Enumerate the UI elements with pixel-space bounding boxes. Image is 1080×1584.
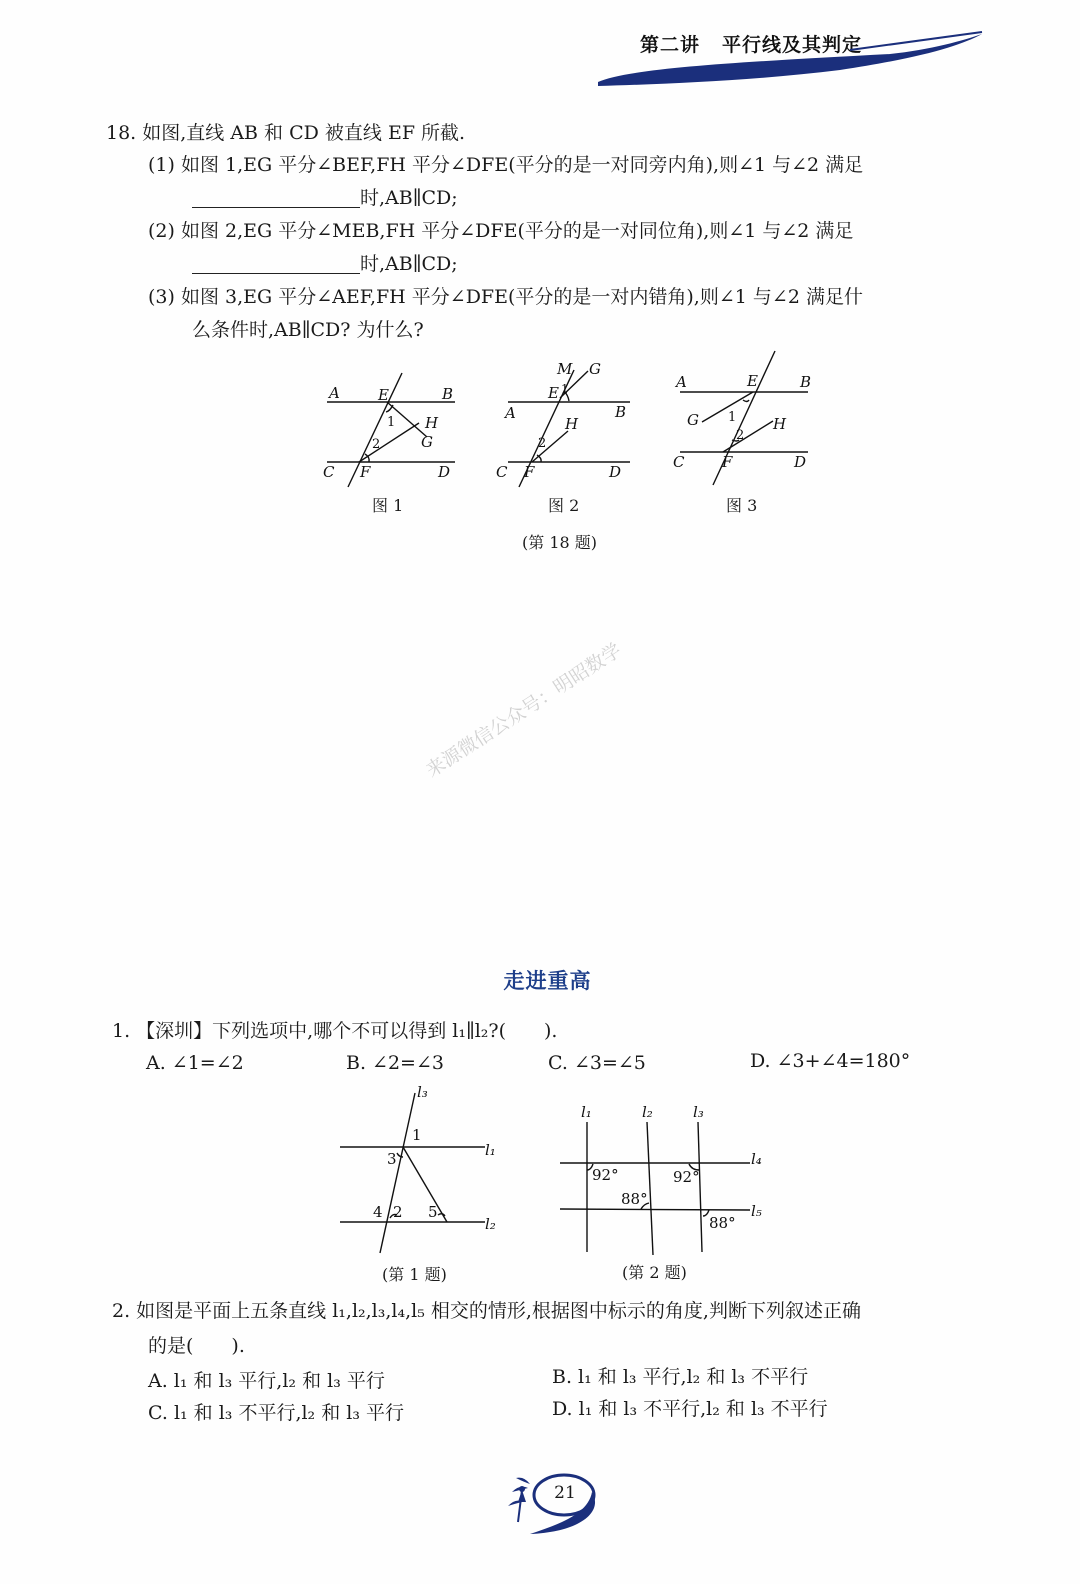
fig3-caption: 图 3 <box>726 496 758 515</box>
fig3-label-G: G <box>687 411 699 429</box>
q1-label-4: 4 <box>373 1203 383 1221</box>
q1-label-2: 2 <box>393 1203 403 1221</box>
q2-label-l5: l₅ <box>751 1202 762 1220</box>
q1-label-1: 1 <box>412 1126 422 1144</box>
q1-label-l1: l₁ <box>485 1141 496 1159</box>
q18-figure-1 <box>315 365 465 490</box>
fig2-label-1: 1 <box>561 382 569 396</box>
q2-angle-92-right: 92° <box>673 1168 700 1186</box>
q1-label-5: 5 <box>428 1203 438 1221</box>
fig3-label-A: A <box>676 373 687 391</box>
q1-label-l2: l₂ <box>485 1215 496 1233</box>
fig3-label-E: E <box>747 372 758 390</box>
fig3-label-F: F <box>722 453 733 471</box>
fig2-label-B: B <box>615 403 627 421</box>
q2-label-l3: l₃ <box>693 1103 704 1121</box>
q1-option-b[interactable]: B. ∠2=∠3 <box>346 1052 444 1074</box>
fig1-label-H: H <box>425 414 439 432</box>
fig3-label-2: 2 <box>736 428 745 443</box>
q2-option-c[interactable]: C. l₁ 和 l₃ 不平行,l₂ 和 l₃ 平行 <box>148 1402 404 1424</box>
q2-label-l1: l₁ <box>581 1103 592 1121</box>
q1-option-d[interactable]: D. ∠3+∠4=180° <box>750 1050 911 1072</box>
fig2-label-E: E <box>548 384 559 402</box>
fig3-label-H: H <box>773 415 787 433</box>
header-swoosh <box>590 28 990 88</box>
lecture-number: 第二讲 <box>640 34 701 56</box>
fig1-label-D: D <box>438 463 451 481</box>
q18-stem: 18. 如图,直线 AB 和 CD 被直线 EF 所截. <box>106 122 466 144</box>
q18-part2-line1: (2) 如图 2,EG 平分∠MEB,FH 平分∠DFE(平分的是一对同位角),则∠1 与∠2 满足 <box>148 220 854 242</box>
q18-part1-suffix: 时,AB∥CD; <box>360 187 458 209</box>
fig3-label-B: B <box>800 373 812 391</box>
fig3-label-1: 1 <box>728 410 737 425</box>
q18-part3-line1: (3) 如图 3,EG 平分∠AEF,FH 平分∠DFE(平分的是一对内错角),则∠1 与∠2 满足什 <box>148 286 863 308</box>
fig2-label-2: 2 <box>538 436 547 451</box>
fig2-label-D: D <box>609 463 622 481</box>
fig2-label-A: A <box>505 404 516 422</box>
q2-label-l4: l₄ <box>751 1150 762 1168</box>
q2-angle-88-right: 88° <box>709 1214 736 1232</box>
q2-stem-line1: 2. 如图是平面上五条直线 l₁,l₂,l₃,l₄,l₅ 相交的情形,根据图中标示的角度,判断下列叙述正确 <box>112 1300 861 1322</box>
q18-figure-2 <box>490 355 640 490</box>
q18-part2-line2 <box>192 248 458 280</box>
q1-label-l3: l₃ <box>417 1085 428 1101</box>
fig2-label-C: C <box>496 463 508 481</box>
q1-figure <box>335 1085 510 1260</box>
q1-option-c[interactable]: C. ∠3=∠5 <box>548 1052 646 1074</box>
q2-figure-caption: (第 2 题) <box>622 1263 687 1282</box>
q1-label-3: 3 <box>387 1150 397 1168</box>
fig1-label-G: G <box>421 433 433 451</box>
q18-part1-line1: (1) 如图 1,EG 平分∠BEF,FH 平分∠DFE(平分的是一对同旁内角),则∠1 与∠2 满足 <box>148 154 864 176</box>
q18-figure-caption: (第 18 题) <box>522 533 598 552</box>
fig1-caption: 图 1 <box>372 496 404 515</box>
fig1-label-C: C <box>323 463 335 481</box>
watermark: 来源微信公众号：明昭数学 <box>422 639 626 782</box>
page-number: 21 <box>554 1483 576 1503</box>
q2-label-l2: l₂ <box>642 1103 653 1121</box>
q2-option-b[interactable]: B. l₁ 和 l₃ 平行,l₂ 和 l₃ 不平行 <box>552 1366 809 1388</box>
q18-figure-3 <box>665 345 825 490</box>
fig1-label-A: A <box>329 384 340 402</box>
q1-option-a[interactable]: A. ∠1=∠2 <box>146 1052 244 1074</box>
lecture-title: 平行线及其判定 <box>722 34 863 56</box>
q2-angle-92-left: 92° <box>592 1166 619 1184</box>
q18-part1-line2 <box>192 182 458 214</box>
fig3-label-C: C <box>673 453 685 471</box>
section-title: 走进重高 <box>503 969 592 993</box>
fig2-label-F: F <box>524 463 535 481</box>
fig1-label-1: 1 <box>387 415 396 430</box>
fig1-label-2: 2 <box>372 437 381 452</box>
q2-figure <box>555 1100 770 1260</box>
answer-blank-2[interactable] <box>192 251 360 274</box>
answer-blank-1[interactable] <box>192 185 360 208</box>
fig2-label-H: H <box>565 415 579 433</box>
fig1-label-B: B <box>442 385 454 403</box>
fig1-label-E: E <box>378 386 389 404</box>
q18-part2-suffix: 时,AB∥CD; <box>360 253 458 275</box>
q1-stem: 1. 【深圳】下列选项中,哪个不可以得到 l₁∥l₂?( ). <box>112 1020 558 1042</box>
q18-part3-line2: 么条件时,AB∥CD? 为什么? <box>192 319 424 341</box>
q1-figure-caption: (第 1 题) <box>382 1265 447 1284</box>
fig2-caption: 图 2 <box>548 496 580 515</box>
q2-option-a[interactable]: A. l₁ 和 l₃ 平行,l₂ 和 l₃ 平行 <box>148 1370 385 1392</box>
q2-stem-line2: 的是( ). <box>148 1335 245 1357</box>
q2-option-d[interactable]: D. l₁ 和 l₃ 不平行,l₂ 和 l₃ 不平行 <box>552 1398 828 1420</box>
fig2-label-G: G <box>589 360 601 378</box>
q2-angle-88-mid: 88° <box>621 1190 648 1208</box>
fig2-label-M: M <box>557 360 573 378</box>
fig3-label-D: D <box>794 453 807 471</box>
fig1-label-F: F <box>360 463 371 481</box>
